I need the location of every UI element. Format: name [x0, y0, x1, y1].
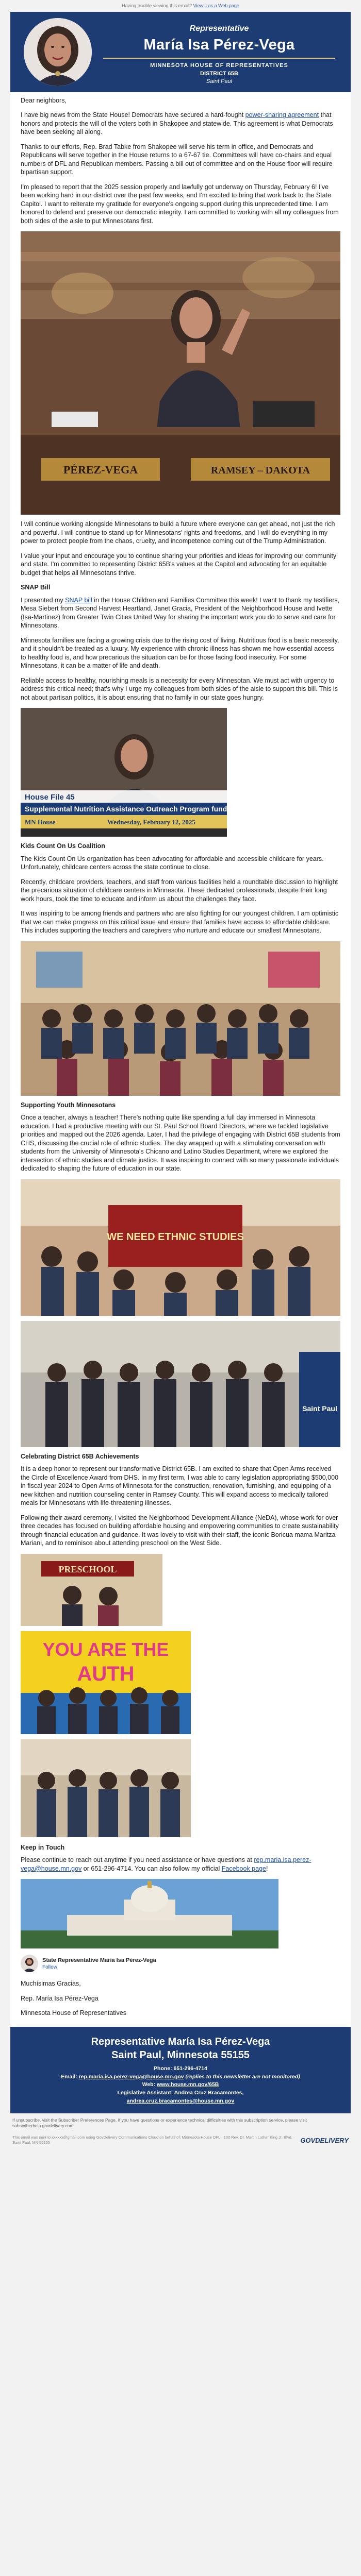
power-sharing-link[interactable]: power-sharing agreement	[245, 111, 319, 119]
intro-paragraph-3: I'm pleased to report that the 2025 session properly and lawfully got underway on Thursday, February 6! I've been working hard in our district over the past few weeks, and I'm excited to bring that work back to the State Capitol. I want to reiterate my gratitude for everyone's ongoing support during this unprecedented time. I am honored to defend and preserve our democratic integrity. I am committed to working with all my colleagues from both sides of the aisle to put Minnesotans first.	[21, 183, 339, 225]
kids-paragraph-1: The Kids Count On Us organization has been advocating for affordable and accessible childcare for years. Unfortunately, childcare centers across the state continue to close.	[21, 855, 324, 871]
footer	[10, 2027, 351, 2113]
keep-heading: Keep in Touch	[21, 1843, 65, 1851]
video-title-1: House File 45	[25, 793, 75, 802]
intro-paragraph-2: Thanks to our efforts, Rep. Brad Tabke from Shakopee will serve his term in office, and Democrats and Republicans will serve together in the House returns to a 67-67 tie. Committees will have co-chairs and equal numbers of DFL and Republican members. Passing a bill out of committee and on the House floor will require bipartisan support.	[21, 143, 333, 176]
continue-paragraph-2: I value your input and encourage you to continue sharing your priorities and ideas for improving our community and state. I'm committed to representing District 65B's values at the Capitol and advocating for an equitable budget that helps all Minnesotans thrive.	[21, 552, 337, 577]
mural-photo	[21, 1631, 191, 1734]
snap-paragraph-2: Minnesota families are facing a growing crisis due to the rising cost of living. Nutritious food is a basic necessity, and it shouldn't be treated as a luxury. My experience with chronic illness has shown me how essential access to healthy food is, and how precarious the situation can be for those facing food insecurity. For some Minnesotans, it can be a matter of life and death.	[21, 636, 339, 670]
footer-email-line: Email: rep.maria.isa.perez-vega@house.mn.gov (replies to this newsletter are not monitored)	[61, 2073, 300, 2080]
facebook-card[interactable]	[21, 1955, 340, 1972]
celebrate-heading: Celebrating District 65B Achievements	[21, 1452, 139, 1460]
preschool-photo	[21, 1554, 162, 1626]
representative-portrait	[24, 18, 92, 86]
capitol-photo	[21, 1879, 278, 1948]
intro-paragraph-1: I have big news from the State House! Democrats have secured a hard-fought power-sharing agreement that honors and protects the will of the voters both in Shakopee and statewide. This agreement is what Democrats have been seeking all along.	[21, 111, 333, 136]
facebook-page-link[interactable]: Facebook page	[221, 1865, 266, 1872]
house-desk-photo	[21, 231, 340, 515]
preschool-sign-text: PRESCHOOL	[58, 1564, 117, 1574]
mural-line-2: AUTH	[77, 1662, 135, 1685]
snap-paragraph-1: I presented my SNAP bill in the House Children and Families Committee this week! I want to thank my testifiers, Mesa Siebert from Second Harvest Heartland, Janet Gracia, President of the Neighborhood House and Ivette (Isa-Martinez) from Greater Twin Cities United Way for sharing the important work you do to serve and care for Minnesotans.	[21, 596, 340, 630]
sent-notice-text: This email was sent to xxxxxx@gmail.com using GovDelivery Communications Cloud on behalf of: Minnesota House DFL · 100 Rev. Dr. Martin Luther King Jr. Blvd. · Saint Paul, MN 55155	[12, 2135, 295, 2145]
banner-divider	[103, 58, 335, 59]
footer-aide: Legislative Assistant: Andrea Cruz Bracamontes,	[117, 2090, 244, 2096]
facebook-page-name: State Representative María Isa Pérez-Vega	[42, 1957, 156, 1963]
signoff-thanks: Muchísimas Gracias,	[21, 1980, 81, 1988]
contact-email-link[interactable]: rep.maria.isa.perez-vega@house.mn.gov	[21, 1856, 311, 1872]
childcare-group-photo	[21, 941, 340, 1096]
view-as-webpage-link[interactable]: View it as a Web page	[193, 3, 239, 8]
banner-name: María Isa Pérez-Vega	[143, 36, 295, 53]
video-source: MN House	[25, 818, 56, 826]
nameplate-left: PÉREZ-VEGA	[63, 463, 138, 477]
snap-paragraph-3: Reliable access to healthy, nourishing meals is a necessity for every Minnesotan. We must act with urgency to address this critical need; that's why I urge my colleagues from both sides of the aisle to support this bill. This is not about partisan politics, it is about ensuring that no family in our state goes hungry.	[21, 676, 338, 701]
kids-heading: Kids Count On Us Coalition	[21, 842, 105, 850]
video-title-2: Supplemental Nutrition Assistance Outreach Program fund	[25, 805, 227, 814]
footer-phone: Phone: 651-296-4714	[154, 2065, 207, 2072]
sent-notice	[10, 2133, 351, 2149]
snap-bill-link[interactable]: SNAP bill	[65, 596, 92, 604]
unsubscribe-notice: If unsubscribe, visit the Subscriber Preferences Page. If you have questions or experience technical difficulties with this subscription service, please visit subscriberhelp.govdelivery.com.	[12, 2117, 307, 2129]
footer-aide-email	[17, 2098, 344, 2105]
banner-subtitle: MINNESOTA HOUSE OF REPRESENTATIVES	[150, 62, 288, 69]
snap-heading: SNAP Bill	[21, 584, 51, 591]
youth-heading: Supporting Youth Minnesotans	[21, 1101, 116, 1109]
govdelivery-logo: GOVDELIVERY	[300, 2136, 349, 2144]
banner-district: DISTRICT 65B	[200, 70, 238, 77]
header-banner	[10, 12, 351, 92]
keep-in-touch-section	[21, 1842, 340, 2018]
kids-paragraph-2: Recently, childcare providers, teachers, and staff from various facilities held a roundtable discussion to highlight the precarious situation of childcare centers in Minnesota. These dedicated professionals, despite their long work hours, took the time to educate and inform us about the challenges they face.	[21, 878, 338, 903]
youth-paragraph-1: Once a teacher, always a teacher! There's nothing quite like spending a full day immersed in Minnesota education. I had a productive meeting with our St. Paul School Board Directors, where we tackled legislative priorities and mapped out the 2026 agenda. Later, I had the privilege of engaging with District 65B students from CHS, discussing the crucial role of ethnic studies. The day wrapped up with a stimulating conversation with students from the University of Minnesota's Chicano and Latino Studies Department, where we explored the intersection of ethnic studies and climate justice. It was inspiring to connect with so many passionate individuals dedicated to shaping the future of education in our state.	[21, 1114, 340, 1173]
continue-paragraph-1: I will continue working alongside Minnesotans to build a future where everyone can get ahead, not just the rich and powerful. I will continue to stand up for Minnesotans' rights and freedoms, and I will do everything in my power to protect people from the chaos, cruelty, and incompetence coming out of the Trump Administration.	[21, 520, 335, 545]
signoff-org: Minnesota House of Representatives	[21, 2009, 126, 2017]
celebrate-paragraph-1: It is a deep honor to represent our transformative District 65B. I am excited to share that Open Arms received the Circle of Excellence Award from DHS. In my first term, I was able to carry legislation appropriating $500,000 in fiscal year 2024 to Open Arms of Minnesota for the construction, renovation, furnishing, and equipping of a new kitchen and nutrition counseling center in Ramsey County. This will expand access to medically tailored meals for Minnesotans with life-threatening illnesses.	[21, 1465, 339, 1507]
newsletter	[10, 12, 351, 2113]
ethnic-studies-banner-text: WE NEED ETHNIC STUDIES	[107, 1231, 244, 1243]
preheader-text: Having trouble viewing this email?	[122, 3, 192, 8]
footer-web-link[interactable]: www.house.mn.gov/65B	[157, 2081, 219, 2088]
saint-paul-sign: Saint Paul	[302, 1404, 337, 1413]
facebook-avatar	[21, 1955, 38, 1972]
footer-email-link[interactable]: rep.maria.isa.perez-vega@house.mn.gov	[78, 2073, 184, 2080]
footer-city: Saint Paul, Minnesota 55155	[111, 2049, 250, 2061]
nameplate-right: RAMSEY – DAKOTA	[210, 465, 310, 477]
footer-title: Representative María Isa Pérez-Vega	[91, 2036, 270, 2047]
celebrate-paragraph-2: Following their award ceremony, I visited the Neighborhood Development Alliance (NeDA), whose work for over three decades has focused on building affordable housing and empowering communities to create sustainability through financial education and guidance. It was lovely to visit with their staff, the iconic Boricua mama Maritza Mariani, and to reminisce about attending preschool on the West Side.	[21, 1514, 339, 1547]
snap-video-thumbnail[interactable]	[21, 708, 227, 837]
signoff-name: Rep. María Isa Pérez-Vega	[21, 1994, 99, 2002]
facebook-follow[interactable]: Follow	[42, 1964, 57, 1971]
ethnic-studies-photo	[21, 1179, 340, 1316]
video-date: Wednesday, February 12, 2025	[107, 818, 195, 826]
preheader	[0, 0, 361, 12]
school-board-photo	[21, 1321, 340, 1447]
banner-kicker: Representative	[189, 24, 249, 33]
footer-web-line: Web: www.house.mn.gov/65B	[142, 2081, 219, 2088]
banner-city: Saint Paul	[206, 78, 233, 85]
kids-paragraph-3: It was inspiring to be among friends and partners who are also fighting for our youngest children. I am optimistic that we can make progress on this critical issue and ensure that families have access to affordable childcare. This includes supporting the teachers and caregivers who nurture and educate our smallest Minnesotans.	[21, 910, 339, 935]
mural-line-1: YOU ARE THE	[42, 1638, 169, 1660]
greeting: Dear neighbors,	[21, 96, 67, 104]
keep-paragraph: Please continue to reach out anytime if you need assistance or have questions at rep.maria.isa.perez-vega@house.mn.gov or 651-296-4714. You can also follow my official Facebook page!	[21, 1856, 311, 1872]
footer-aide-email-link[interactable]: andrea.cruz.bracamontes@house.mn.gov	[126, 2098, 235, 2105]
content	[10, 92, 351, 2018]
neda-staff-photo	[21, 1739, 191, 1837]
